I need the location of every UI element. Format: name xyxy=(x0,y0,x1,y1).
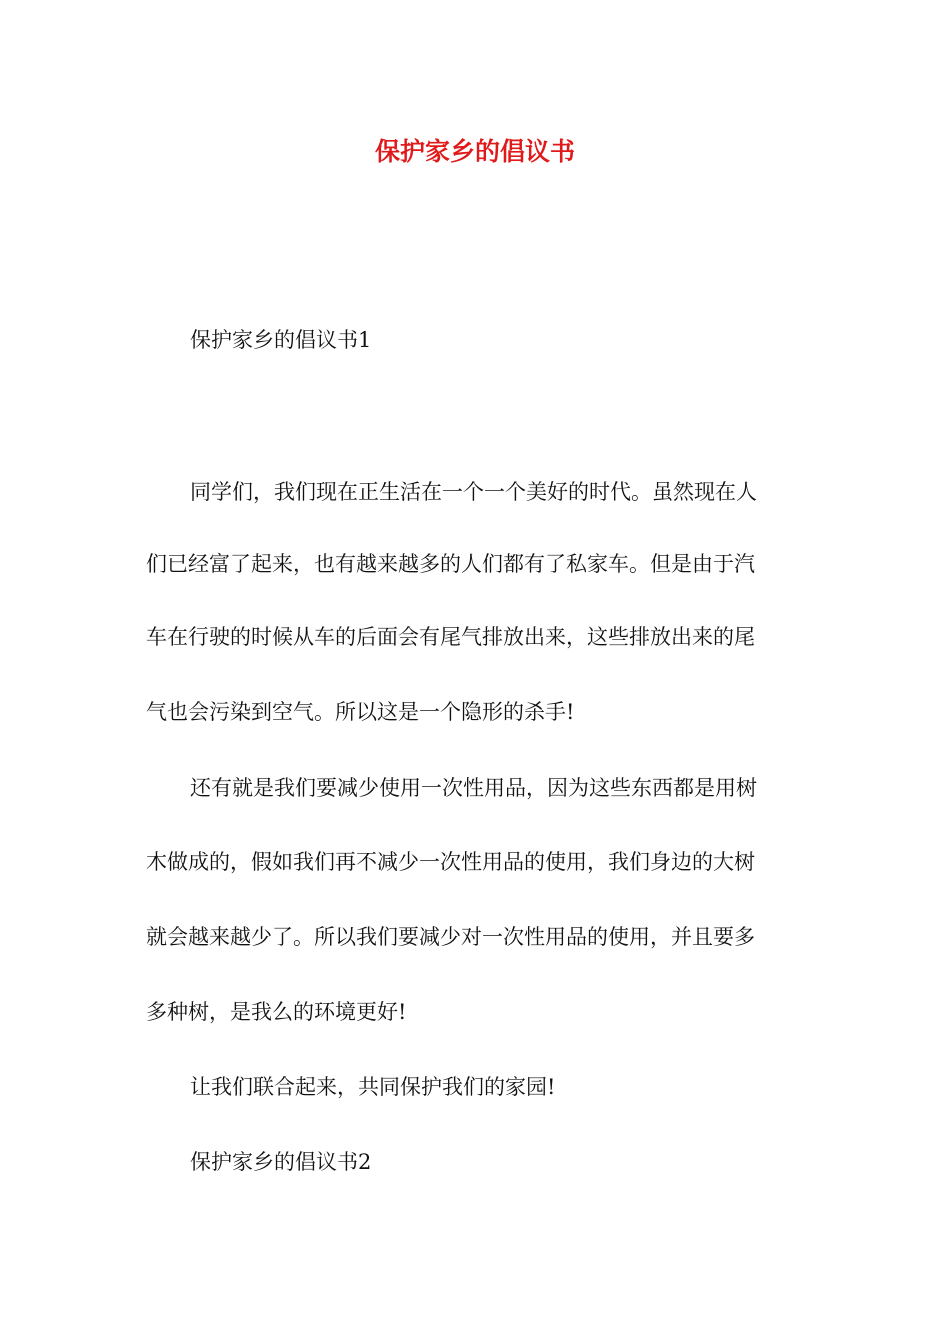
paragraph-2-line-3: 就会越来越少了。所以我们要减少对一次性用品的使用，并且要多 xyxy=(146,925,755,949)
paragraph-1-line-1: 同学们，我们现在正生活在一个一个美好的时代。虽然现在人 xyxy=(190,480,757,504)
section-heading-2: 保护家乡的倡议书2 xyxy=(190,1150,372,1174)
document-title: 保护家乡的倡议书 xyxy=(374,137,575,166)
paragraph-2-line-4: 多种树，是我么的环境更好! xyxy=(146,1000,407,1024)
paragraph-1-line-3: 车在行驶的时候从车的后面会有尾气排放出来，这些排放出来的尾 xyxy=(146,625,755,649)
paragraph-1-line-4: 气也会污染到空气。所以这是一个隐形的杀手! xyxy=(146,700,575,724)
section-heading-1: 保护家乡的倡议书1 xyxy=(190,328,372,352)
paragraph-2-line-2: 木做成的，假如我们再不减少一次性用品的使用，我们身边的大树 xyxy=(146,850,755,874)
paragraph-3-line-1: 让我们联合起来，共同保护我们的家园! xyxy=(190,1075,556,1099)
paragraph-2-line-1: 还有就是我们要减少使用一次性用品，因为这些东西都是用树 xyxy=(190,776,757,800)
paragraph-1-line-2: 们已经富了起来，也有越来越多的人们都有了私家车。但是由于汽 xyxy=(146,552,755,576)
